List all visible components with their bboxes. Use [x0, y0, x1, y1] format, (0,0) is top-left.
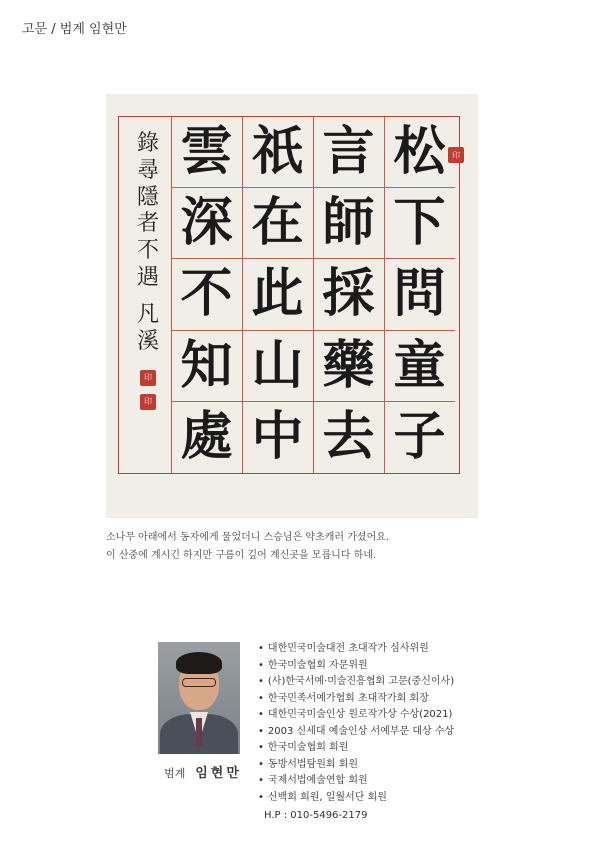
grid-line	[242, 117, 243, 473]
inscription-char: 凡	[136, 301, 159, 327]
grid-frame	[118, 116, 460, 474]
bio-item: • (사)한국서예·미술진흥협회 고문(중신이사)	[258, 674, 588, 691]
pen-name: 범계	[164, 767, 186, 780]
inscription-char: 遇	[136, 265, 159, 291]
phone-number: H.P : 010-5496-2179	[264, 810, 368, 821]
inscription-char: 尋	[136, 157, 159, 183]
calligraphy-char: 山	[242, 331, 313, 402]
inscription-char: 者	[136, 211, 159, 237]
inscription-char: 溪	[136, 328, 159, 354]
caption-line: 소나무 아래에서 동자에게 물었더니 스승님은 약초캐러 가셨어요.	[106, 532, 390, 543]
calligraphy-column-4	[171, 117, 242, 473]
calligraphy-artwork	[106, 94, 478, 518]
calligraphy-char: 藥	[313, 331, 384, 402]
calligraphy-char: 下	[384, 188, 455, 259]
artist-name	[158, 762, 248, 781]
bio-item: • 신백회 회원, 일월서단 회원	[258, 790, 588, 807]
bio-item: • 대한민국미술대전 초대작가 심사위원	[258, 641, 588, 658]
bio-item: • 한국미술협회 자문위원	[258, 658, 588, 675]
calligraphy-column-1	[384, 117, 455, 473]
calligraphy-char: 深	[171, 188, 242, 259]
calligraphy-char: 問	[384, 259, 455, 330]
calligraphy-char: 此	[242, 259, 313, 330]
calligraphy-char: 師	[313, 188, 384, 259]
calligraphy-grid	[119, 117, 459, 473]
bio-item: • 대한민국미술인상 원로작가상 수상(2021)	[258, 707, 588, 724]
inscription-column	[119, 131, 177, 410]
calligraphy-char: 松	[384, 117, 455, 188]
calligraphy-char: 不	[171, 259, 242, 330]
calligraphy-char: 中	[251, 406, 304, 468]
calligraphy-char: 雲	[171, 117, 242, 188]
inscription-char: 隱	[136, 184, 159, 210]
bio-item: • 2003 신세대 예술인상 서예부문 대상 수상	[258, 724, 588, 741]
inscription-char: 錄	[136, 131, 159, 156]
calligraphy-char: 童	[384, 331, 455, 402]
calligraphy-char: 祇	[242, 117, 313, 188]
grid-line	[313, 117, 314, 473]
calligraphy-column-2	[313, 117, 384, 473]
bio-item: • 한국민족서예가협회 초대작가회 회장	[258, 691, 588, 708]
calligraphy-char: 採	[313, 259, 384, 330]
bio-item: • 동방서법탐원회 회원	[258, 757, 588, 774]
calligraphy-char: 子	[393, 406, 446, 468]
grid-line	[384, 117, 385, 473]
calligraphy-char: 處	[180, 406, 233, 468]
artwork-caption	[106, 529, 526, 564]
corner-seal-stamp: 印	[448, 147, 464, 163]
inscription-char: 不	[136, 238, 159, 264]
bio-item: • 한국미술협회 회원	[258, 740, 588, 757]
artist-portrait	[158, 642, 240, 754]
real-name: 임현만	[195, 766, 242, 781]
artist-bio-list	[258, 641, 588, 806]
bio-item: • 국제서법예술연합 회원	[258, 773, 588, 790]
calligraphy-char: 在	[242, 188, 313, 259]
calligraphy-char: 言	[313, 117, 384, 188]
calligraphy-char: 去	[322, 406, 375, 468]
calligraphy-column-3	[242, 117, 313, 473]
caption-line: 이 산중에 계시긴 하지만 구름이 깊어 계신곳을 모릅니다 하네.	[106, 549, 377, 561]
red-seal-stamp: 印	[140, 370, 156, 386]
page-header: 고문 / 범계 임현만	[22, 22, 127, 37]
red-seal-stamp: 印	[140, 394, 156, 410]
calligraphy-char: 知	[171, 331, 242, 402]
